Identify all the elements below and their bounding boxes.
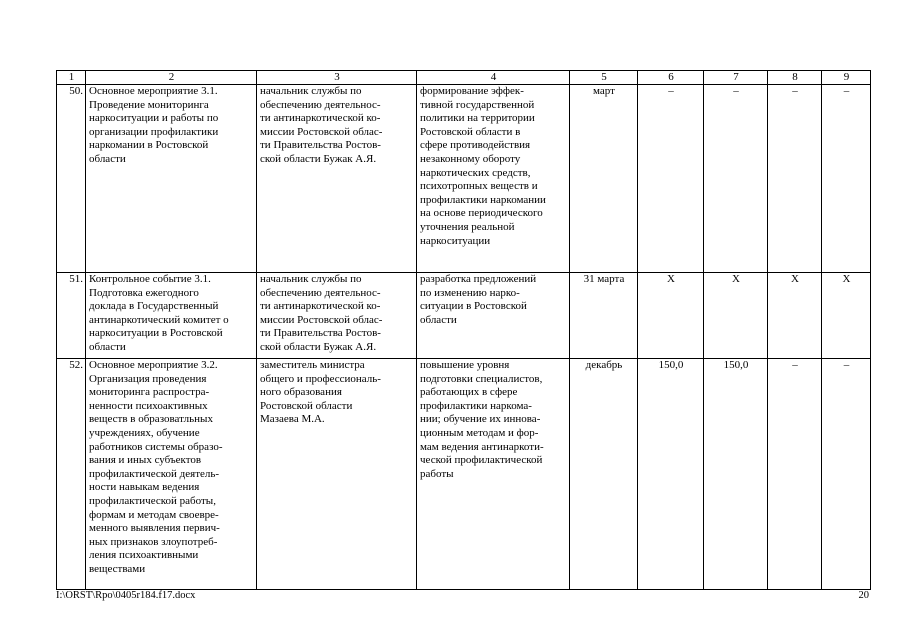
cell-col6: – [638,85,704,273]
column-header-5: 5 [570,71,638,85]
cell-col6: X [638,273,704,359]
row-number: 50. [57,85,86,273]
page-number: 20 [858,590,869,601]
cell-col7: 150,0 [704,359,768,590]
column-header-7: 7 [704,71,768,85]
cell-col9: X [822,273,871,359]
responsible-executor: начальник службы по обеспечению деятельнос- ти антинаркотической ко- миссии Ростовской облас- ти Правительства Ростов- ской области Бужак А.Я. [257,273,417,359]
cell-col8: – [768,85,822,273]
measure-name: Контрольное событие 3.1. Подготовка ежегодного доклада в Государственный антинаркотический комитет о наркоситуации в Ростовской области [86,273,257,359]
measure-name: Основное мероприятие 3.1. Проведение мониторинга наркоситуации и работы по организации профилактики наркомании в Ростовской области [86,85,257,273]
column-number-row [57,71,871,85]
column-header-6: 6 [638,71,704,85]
cell-col8: – [768,359,822,590]
table-row [57,273,871,359]
column-header-4: 4 [417,71,570,85]
table-row [57,359,871,590]
table-row [57,85,871,273]
column-header-1: 1 [57,71,86,85]
column-header-8: 8 [768,71,822,85]
cell-col7: X [704,273,768,359]
row-number: 52. [57,359,86,590]
column-header-2: 2 [86,71,257,85]
cell-col9: – [822,85,871,273]
cell-col7: – [704,85,768,273]
column-header-3: 3 [257,71,417,85]
deadline: декабрь [570,359,638,590]
expected-result: разработка предложений по изменению нарко- ситуации в Ростовской области [417,273,570,359]
column-header-9: 9 [822,71,871,85]
cell-col8: X [768,273,822,359]
responsible-executor: начальник службы по обеспечению деятельнос- ти антинаркотической ко- миссии Ростовской облас- ти Правительства Ростов- ской области Бужак А.Я. [257,85,417,273]
deadline: март [570,85,638,273]
deadline: 31 марта [570,273,638,359]
cell-col6: 150,0 [638,359,704,590]
row-number: 51. [57,273,86,359]
document-file-path: I:\ORST\Rpo\0405r184.f17.docx [56,590,196,601]
measures-table [56,70,871,590]
cell-col9: – [822,359,871,590]
measure-name: Основное мероприятие 3.2. Организация проведения мониторинга распростра- ненности психоактивных веществ в образоватльных учреждениях, обучение работников системы образо- вания и иных субъектов профилактической деятель- ности навыкам ведения профилактической работы, формам и методам своевре- менного выявления первич- ных признаков злоупотреб- ления психоактивными веществами [86,359,257,590]
expected-result: формирование эффек- тивной государственной политики на территории Ростовской области в сфере противодействия незаконному обороту наркотических средств, психотропных веществ и профилактики наркомании на основе периодического уточнения реальной наркоситуации [417,85,570,273]
responsible-executor: заместитель министра общего и профессиональ- ного образования Ростовской области Мазаева М.А. [257,359,417,590]
expected-result: повышение уровня подготовки специалистов, работающих в сфере профилактики наркома- нии; обучение их иннова- ционным методам и фор- мам ведения антинаркоти- ческой профилактической работы [417,359,570,590]
